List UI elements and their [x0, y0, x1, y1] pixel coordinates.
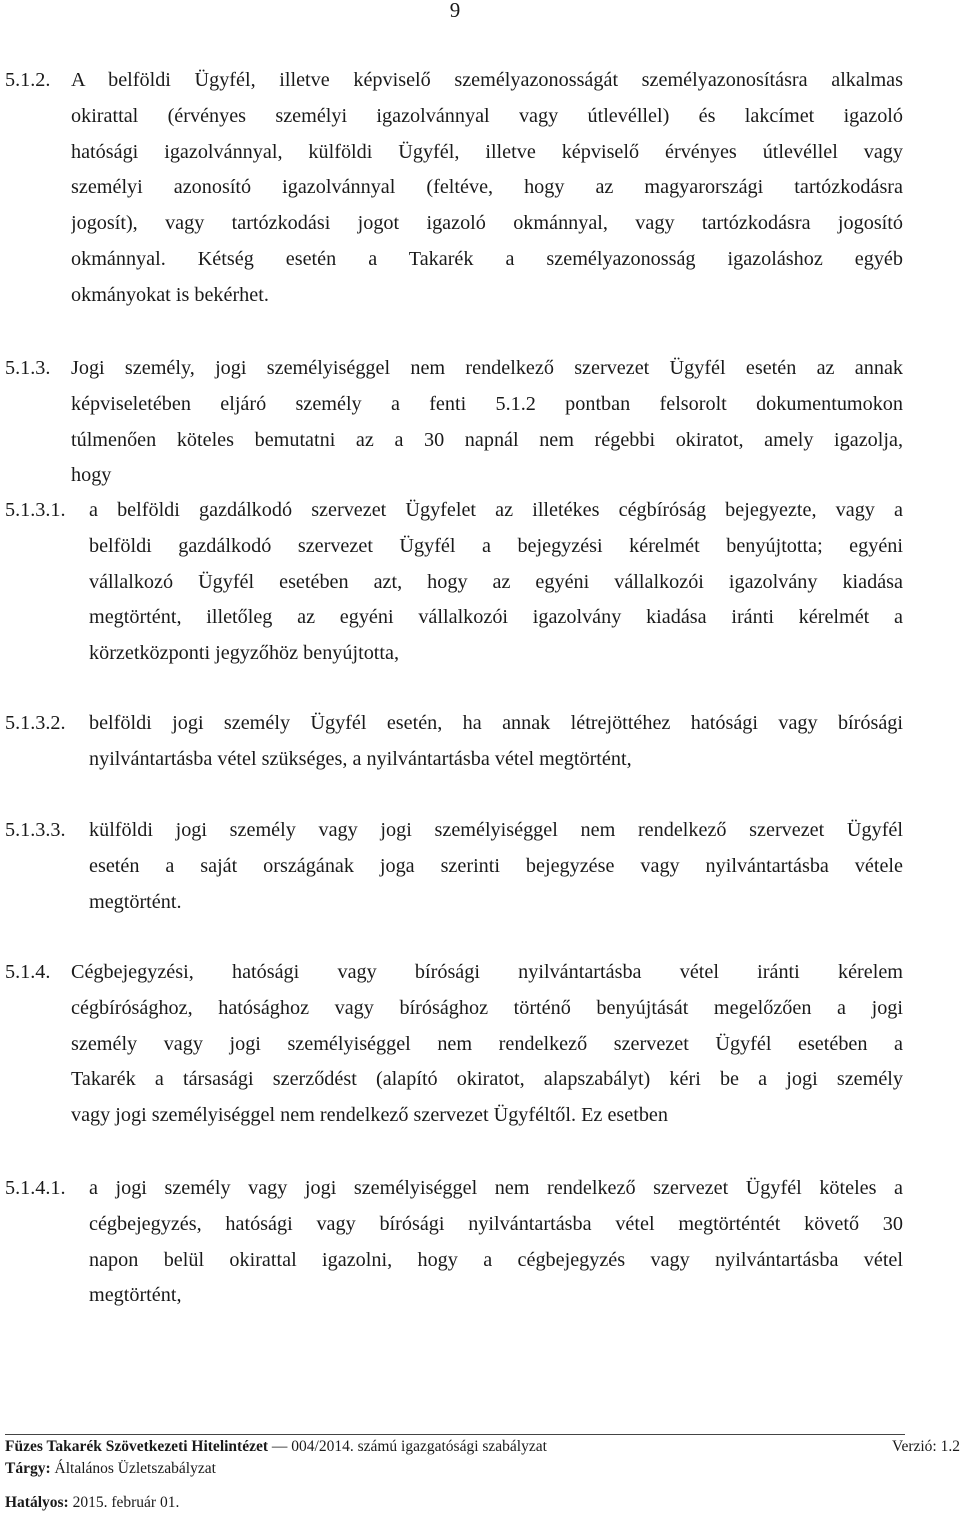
text-line: vagy jogi személyiséggel nem rendelkező szervezet Ügyféltől. Ez esetben	[71, 1104, 668, 1127]
text-line: túlmenően köteles bemutatni az a 30 napnál nem régebbi okiratot, amely igazolja,	[71, 428, 903, 451]
section-number: 5.1.3.	[5, 357, 51, 379]
text-line: vállalkozó Ügyfél esetében azt, hogy az egyéni vállalkozói igazolvány kiadása	[89, 570, 903, 593]
footer-effective-date: 2015. február 01.	[72, 1494, 180, 1511]
section-text	[89, 706, 903, 778]
text-line: napon belül okirattal igazolni, hogy a cégbejegyzés vagy nyilvántartásba vétel	[89, 1248, 903, 1271]
section-text	[71, 63, 903, 314]
footer-effective-label: Hatályos:	[5, 1494, 69, 1511]
footer-subject-label: Tárgy:	[5, 1460, 51, 1477]
text-line: a belföldi gazdálkodó szervezet Ügyfelet az illetékes cégbíróság bejegyezte, vagy a	[89, 499, 903, 521]
text-line: okmánnyal. Kétség esetén a Takarék a személyazonosság igazoláshoz egyéb	[71, 247, 903, 270]
text-line: megtörtént, illetőleg az egyéni vállalkozói igazolvány kiadása iránti kérelmét a	[89, 606, 903, 629]
text-line: esetén a saját országának joga szerinti bejegyzése vagy nyilvántartásba vétele	[89, 854, 903, 877]
text-line: belföldi gazdálkodó szervezet Ügyfél a bejegyzési kérelmét benyújtotta; egyéni	[89, 534, 903, 557]
section-text	[71, 351, 903, 494]
section-number: 5.1.3.1.	[5, 499, 66, 521]
text-line: hatósági igazolvánnyal, külföldi Ügyfél, illetve képviselő érvényes útlevéllel vagy	[71, 140, 903, 163]
text-line: megtörtént,	[89, 1284, 182, 1307]
section-number: 5.1.4.1.	[5, 1177, 66, 1199]
section-text	[71, 955, 903, 1134]
section-text	[89, 813, 903, 920]
text-line: cégbejegyzés, hatósági vagy bírósági nyilvántartásba vétel megtörténtét követő 30	[89, 1212, 903, 1235]
text-line: személy vagy jogi személyiséggel nem rendelkező szervezet Ügyfél esetében a	[71, 1032, 903, 1055]
text-line: Takarék a társasági szerződést (alapító okiratot, alapszabályt) kéri be a jogi személy	[71, 1068, 903, 1091]
footer-doc-ref: 004/2014. számú igazgatósági szabályzat	[291, 1438, 547, 1455]
text-line: képviseletében eljáró személy a fenti 5.1.2 pontban felsorolt dokumentumokon	[71, 392, 903, 415]
text-line: a jogi személy vagy jogi személyiséggel nem rendelkező szervezet Ügyfél köteles a	[89, 1177, 903, 1199]
footer-divider	[5, 1434, 905, 1435]
section-number: 5.1.4.	[5, 961, 51, 983]
text-line: személyi azonosító igazolvánnyal (feltéve, hogy az magyarországi tartózkodásra	[71, 176, 903, 199]
footer-subject	[5, 1460, 216, 1478]
footer-line-1	[5, 1438, 547, 1456]
footer-dash: —	[271, 1438, 292, 1455]
text-line: körzetközponti jegyzőhöz benyújtotta,	[89, 642, 400, 665]
section-text	[89, 493, 903, 672]
section-number: 5.1.3.2.	[5, 712, 66, 734]
text-line: nyilvántartásba vétel szükséges, a nyilvántartásba vétel megtörtént,	[89, 747, 632, 770]
page-number: 9	[449, 0, 461, 22]
footer-subject-value: Általános Üzletszabályzat	[54, 1460, 216, 1477]
footer-version: Verzió: 1.2	[891, 1438, 960, 1455]
text-line: okmányokat is bekérhet.	[71, 283, 269, 306]
text-line: megtörtént.	[89, 890, 182, 913]
text-line: jogosít), vagy tartózkodási jogot igazoló okmánnyal, vagy tartózkodásra jogosító	[71, 212, 903, 235]
section-text	[89, 1171, 903, 1314]
text-line: A belföldi Ügyfél, illetve képviselő személyazonosságát személyazonosításra alkalmas	[71, 69, 903, 91]
section-number: 5.1.3.3.	[5, 819, 66, 841]
text-line: külföldi jogi személy vagy jogi személyiséggel nem rendelkező szervezet Ügyfél	[89, 819, 903, 841]
text-line: belföldi jogi személy Ügyfél esetén, ha annak létrejöttéhez hatósági vagy bírósági	[89, 712, 903, 734]
text-line: hogy	[71, 464, 112, 487]
section-number: 5.1.2.	[5, 69, 51, 91]
text-line: Cégbejegyzési, hatósági vagy bírósági nyilvántartásba vétel iránti kérelem	[71, 961, 903, 983]
footer-institution: Füzes Takarék Szövetkezeti Hitelintézet	[5, 1438, 269, 1455]
text-line: cégbírósághoz, hatósághoz vagy bírósághoz történő benyújtását megelőzően a jogi	[71, 996, 903, 1019]
footer-effective	[5, 1494, 179, 1512]
text-line: okirattal (érvényes személyi igazolvánnyal vagy útlevéllel) és lakcímet igazoló	[71, 104, 903, 127]
text-line: Jogi személy, jogi személyiséggel nem rendelkező szervezet Ügyfél esetén az annak	[71, 357, 903, 379]
